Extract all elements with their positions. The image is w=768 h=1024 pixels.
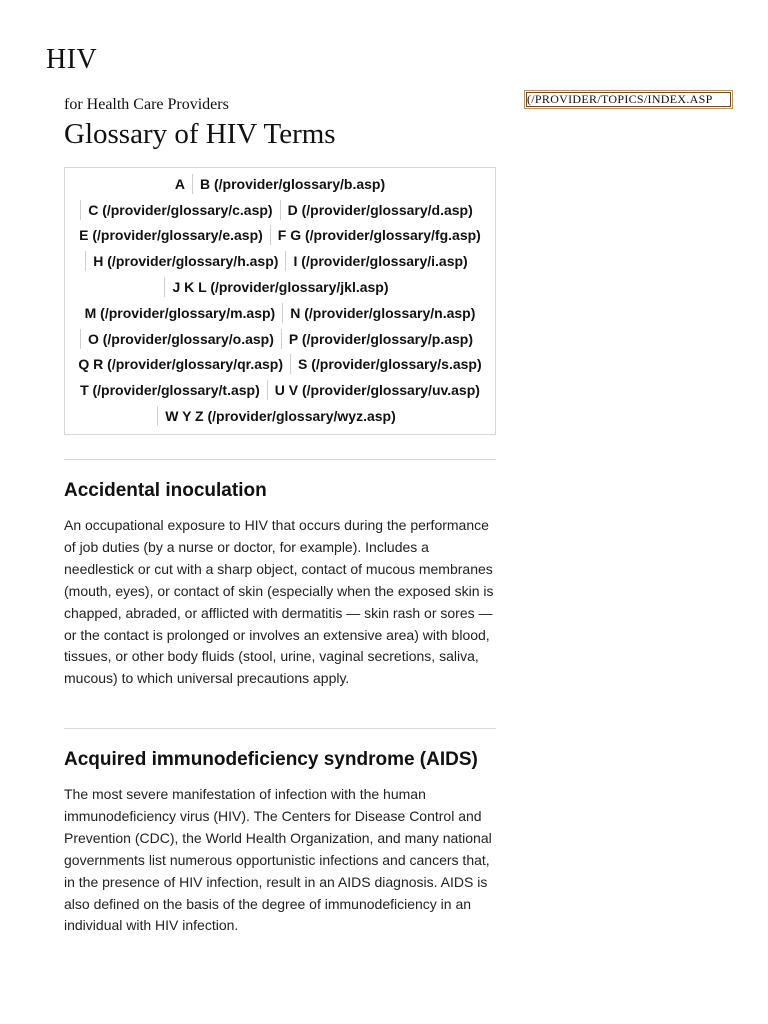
glossary-nav-row: [65, 403, 495, 429]
glossary-letter-link[interactable]: E (/provider/glossary/e.asp): [79, 227, 263, 244]
topics-index-link[interactable]: (/PROVIDER/TOPICS/INDEX.ASP: [524, 90, 733, 109]
glossary-letter-link[interactable]: B (/provider/glossary/b.asp): [192, 174, 392, 194]
page-subtitle: for Health Care Providers: [64, 96, 229, 113]
section-divider: [64, 728, 496, 729]
page-title: Glossary of HIV Terms: [64, 118, 336, 150]
glossary-letter-link[interactable]: H (/provider/glossary/h.asp): [85, 251, 285, 271]
site-title: HIV: [46, 44, 98, 75]
glossary-letter-link[interactable]: P (/provider/glossary/p.asp): [281, 329, 480, 349]
glossary-letter-link[interactable]: Q R (/provider/glossary/qr.asp): [78, 356, 283, 373]
glossary-nav-row: [65, 248, 495, 274]
glossary-letter-link[interactable]: N (/provider/glossary/n.asp): [282, 303, 482, 323]
glossary-nav-row: [65, 274, 495, 300]
term-heading: Accidental inoculation: [64, 480, 267, 501]
term-definition: The most severe manifestation of infection with the human immunodeficiency virus (HIV). The Centers for Disease Control and Prevention (CDC), the World Health Organization, and many national governments list numerous opportunistic infections and cancers that, in the presence of HIV infection, result in an AIDS diagnosis. AIDS is also defined on the basis of the degree of immunodeficiency in an individual with HIV infection.: [64, 786, 492, 934]
glossary-letter-link[interactable]: U V (/provider/glossary/uv.asp): [267, 380, 487, 400]
glossary-letter-link[interactable]: W Y Z (/provider/glossary/wyz.asp): [157, 406, 403, 426]
glossary-nav-row: [65, 326, 495, 352]
glossary-letter-link[interactable]: J K L (/provider/glossary/jkl.asp): [164, 277, 395, 297]
glossary-letter-link[interactable]: F G (/provider/glossary/fg.asp): [270, 225, 488, 245]
glossary-nav-row: [65, 223, 495, 249]
glossary-nav-row: [65, 377, 495, 403]
glossary-letter-link[interactable]: S (/provider/glossary/s.asp): [290, 354, 489, 374]
glossary-nav-row: [65, 300, 495, 326]
glossary-letter-link[interactable]: I (/provider/glossary/i.asp): [285, 251, 474, 271]
glossary-letter-link[interactable]: T (/provider/glossary/t.asp): [80, 382, 260, 399]
term-heading: Acquired immunodeficiency syndrome (AIDS): [64, 749, 478, 770]
glossary-letter-link[interactable]: D (/provider/glossary/d.asp): [280, 200, 480, 220]
section-divider: [64, 459, 496, 460]
term-definition: An occupational exposure to HIV that occurs during the performance of job duties (by a nurse or doctor, for example). Includes a needlestick or cut with a sharp object, contact of mucous membranes (mouth, eyes), or contact of skin (especially when the exposed skin is chapped, abraded, or afflicted with dermatitis — skin rash or sores — or the contact is prolonged or involves an extensive area) with blood, tissues, or other body fluids (stool, urine, vaginal secretions, saliva, mucous) to which universal precautions apply.: [64, 517, 494, 687]
glossary-nav-row: [65, 197, 495, 223]
glossary-letter-link[interactable]: C (/provider/glossary/c.asp): [80, 200, 279, 220]
glossary-nav-row: [65, 352, 495, 378]
glossary-letter-nav: [64, 167, 496, 435]
glossary-letter-current: A: [174, 175, 185, 192]
glossary-nav-row: [65, 171, 495, 197]
glossary-letter-link[interactable]: M (/provider/glossary/m.asp): [84, 304, 276, 321]
glossary-letter-link[interactable]: O (/provider/glossary/o.asp): [80, 329, 281, 349]
